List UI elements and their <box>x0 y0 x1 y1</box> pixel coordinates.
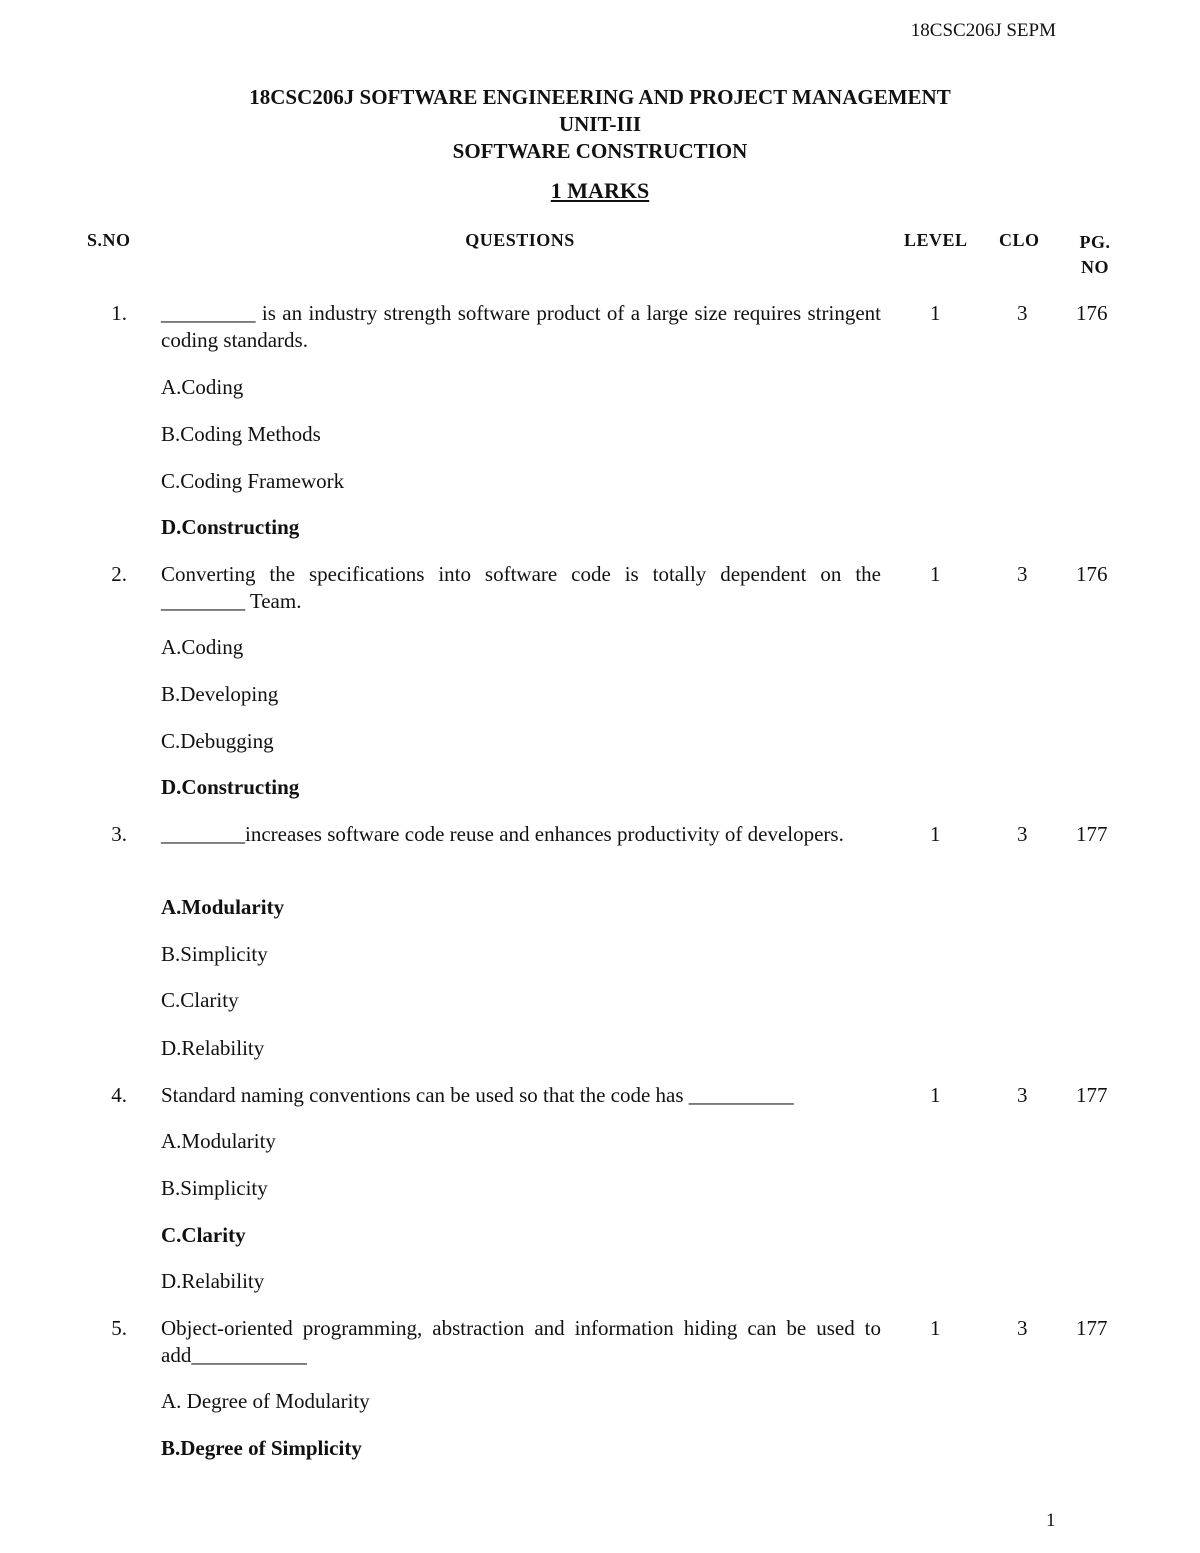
question-clo: 3 <box>1017 301 1028 325</box>
question-page: 177 <box>1076 1083 1108 1107</box>
question-level: 1 <box>930 1083 941 1107</box>
question-level: 1 <box>930 822 941 846</box>
option: D.Relability <box>161 1269 265 1293</box>
question-level: 1 <box>930 1316 941 1340</box>
column-header-clo: CLO <box>999 230 1040 250</box>
course-title: 18CSC206J SOFTWARE ENGINEERING AND PROJECT MANAGEMENT <box>249 85 951 109</box>
column-header-questions: QUESTIONS <box>465 230 575 250</box>
page-number: 1 <box>1046 1510 1056 1531</box>
question-page: 177 <box>1076 822 1108 846</box>
question-number: 3. <box>111 822 127 846</box>
column-header-sno: S.NO <box>87 230 131 250</box>
header-code: 18CSC206J SEPM <box>910 20 1056 41</box>
question-page: 176 <box>1076 562 1108 586</box>
column-header-pg-no: PG. NO <box>1079 232 1111 277</box>
question-clo: 3 <box>1017 1316 1028 1340</box>
topic-title: SOFTWARE CONSTRUCTION <box>452 139 748 163</box>
title-block <box>0 84 1200 204</box>
question-number: 1. <box>111 301 127 325</box>
question-text: Object-oriented programming, abstraction and information hiding can be used to add___________ <box>161 1316 881 1367</box>
question-page: 176 <box>1076 301 1108 325</box>
question-page: 177 <box>1076 1316 1108 1340</box>
marks-heading: 1 MARKS <box>550 178 650 203</box>
question-level: 1 <box>930 301 941 325</box>
option: C.Debugging <box>161 729 274 753</box>
question-text: Converting the specifications into software code is totally dependent on the ________ Team. <box>161 562 881 613</box>
option: A.Coding <box>161 375 244 399</box>
option: C.Clarity <box>161 988 239 1012</box>
option: B.Simplicity <box>161 1176 268 1200</box>
option-correct: D.Constructing <box>161 775 300 799</box>
question-text: Standard naming conventions can be used so that the code has __________ <box>161 1083 794 1107</box>
question-number: 4. <box>111 1083 127 1107</box>
question-clo: 3 <box>1017 822 1028 846</box>
option: B.Developing <box>161 682 279 706</box>
question-text: ________increases software code reuse and enhances productivity of developers. <box>161 822 844 846</box>
option: A.Modularity <box>161 1129 276 1153</box>
question-clo: 3 <box>1017 1083 1028 1107</box>
column-header-level: LEVEL <box>904 230 968 250</box>
unit-title: UNIT-III <box>558 112 642 136</box>
question-number: 5. <box>111 1316 127 1340</box>
option-correct: B.Degree of Simplicity <box>161 1436 362 1460</box>
option: A.Coding <box>161 635 244 659</box>
question-clo: 3 <box>1017 562 1028 586</box>
option: B.Coding Methods <box>161 422 321 446</box>
option: C.Coding Framework <box>161 469 345 493</box>
question-number: 2. <box>111 562 127 586</box>
option: D.Relability <box>161 1036 265 1060</box>
option-correct: D.Constructing <box>161 515 300 539</box>
option-correct: C.Clarity <box>161 1223 246 1247</box>
question-level: 1 <box>930 562 941 586</box>
option: A. Degree of Modularity <box>161 1389 370 1413</box>
option-correct: A.Modularity <box>161 895 285 919</box>
option: B.Simplicity <box>161 942 268 966</box>
question-text: _________ is an industry strength software product of a large size requires stringent coding standards. <box>161 301 881 352</box>
